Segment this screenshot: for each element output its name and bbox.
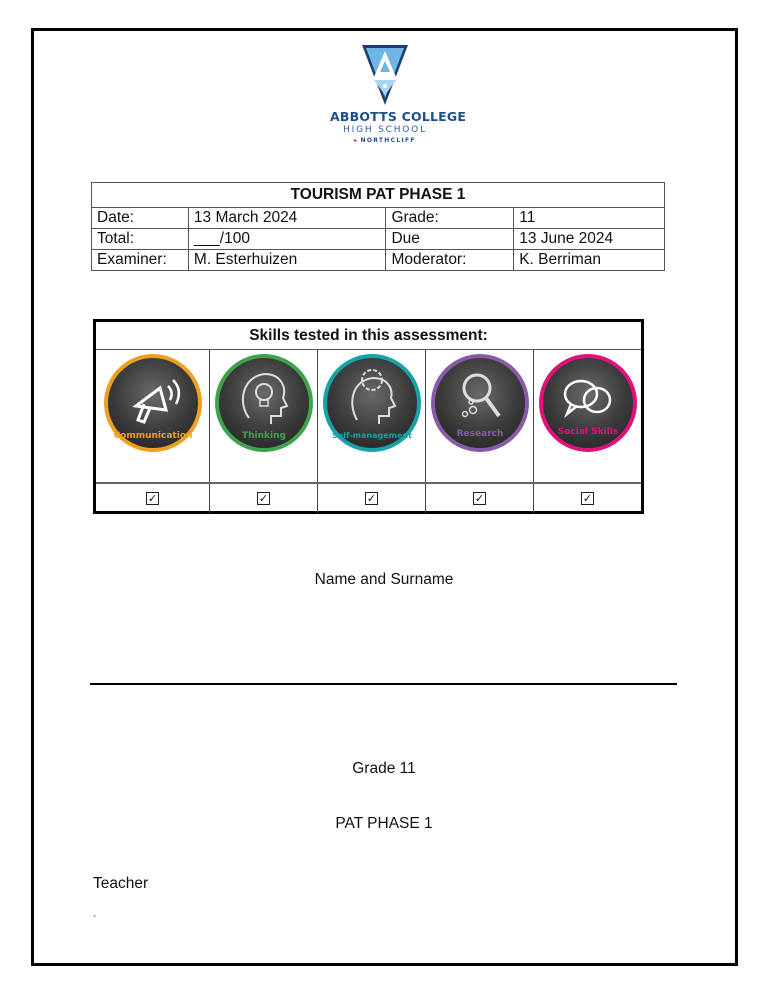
skills-badges-row (96, 350, 641, 482)
due-value: 13 June 2024 (514, 229, 665, 250)
svg-text:Self-management: Self-management (331, 431, 412, 440)
shield-logo-icon (360, 41, 410, 107)
grade-value: 11 (514, 208, 665, 229)
logo-location (330, 137, 440, 144)
checkbox-checked-icon: ✓ (366, 492, 377, 505)
checkbox-thinking (210, 484, 318, 513)
examiner-label: Examiner: (92, 250, 189, 271)
skill-cell-social (534, 350, 641, 482)
checkbox-self-management (318, 484, 426, 513)
assessment-info-table (91, 182, 665, 271)
checkbox-social (534, 484, 641, 513)
date-value: 13 March 2024 (188, 208, 386, 229)
arrow-icon: ▸ (354, 137, 359, 144)
checkbox-communication (96, 484, 210, 513)
table-row (92, 250, 665, 271)
name-signature-line (90, 683, 677, 685)
svg-text:Communication: Communication (113, 431, 192, 441)
stray-mark: ` (93, 915, 97, 926)
skills-table (93, 319, 644, 514)
logo-location-text: NORTHCLIFF (360, 137, 416, 144)
skill-cell-thinking (210, 350, 318, 482)
due-label: Due (386, 229, 514, 250)
svg-text:Thinking: Thinking (241, 431, 286, 441)
grade-label: Grade 11 (352, 760, 416, 777)
phase-label: PAT PHASE 1 (335, 815, 433, 832)
checkbox-checked-icon: ✓ (147, 492, 158, 505)
skill-cell-research (426, 350, 534, 482)
svg-text:Research: Research (456, 429, 503, 439)
table-row (92, 208, 665, 229)
checkbox-checked-icon: ✓ (258, 492, 269, 505)
examiner-value: M. Esterhuizen (188, 250, 386, 271)
grade-label: Grade: (386, 208, 514, 229)
checkbox-checked-icon: ✓ (582, 492, 593, 505)
moderator-value: K. Berriman (514, 250, 665, 271)
megaphone-icon (104, 354, 202, 452)
checkbox-research (426, 484, 534, 513)
table-title: TOURISM PAT PHASE 1 (92, 183, 665, 208)
skill-cell-self-management (318, 350, 426, 482)
moderator-label: Moderator: (386, 250, 514, 271)
checkbox-checked-icon: ✓ (474, 492, 485, 505)
teacher-label: Teacher (93, 875, 149, 892)
gear-head-icon (323, 354, 421, 452)
magnifier-icon (431, 354, 529, 452)
total-value: ___/100 (188, 229, 386, 250)
table-row (92, 229, 665, 250)
name-surname-label: Name and Surname (314, 571, 454, 588)
lightbulb-head-icon (215, 354, 313, 452)
school-logo (330, 41, 467, 166)
date-label: Date: (92, 208, 189, 229)
total-label: Total: (92, 229, 189, 250)
svg-text:Social Skills: Social Skills (557, 427, 618, 437)
logo-subtitle: HIGH SCHOOL (343, 125, 427, 135)
logo-school-name: ABBOTTS COLLEGE (330, 109, 467, 124)
skills-checks-row (96, 482, 641, 513)
skill-cell-communication (96, 350, 210, 482)
speech-bubbles-icon (539, 354, 637, 452)
skills-heading: Skills tested in this assessment: (96, 322, 641, 350)
